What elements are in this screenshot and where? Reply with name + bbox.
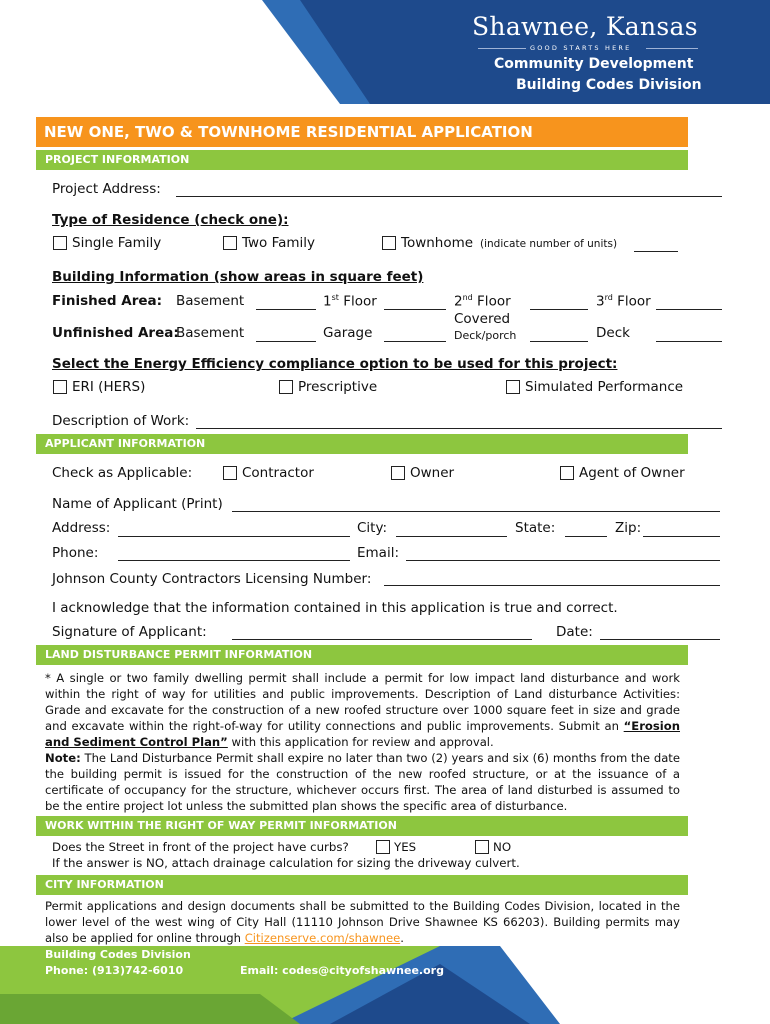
two-family-checkbox[interactable]: [223, 236, 237, 250]
phone-field[interactable]: [118, 560, 350, 561]
zip-field[interactable]: [643, 536, 720, 537]
date-label: Date:: [556, 624, 593, 640]
department-name: Community Development: [494, 56, 694, 72]
energy-efficiency-heading: Select the Energy Efficiency compliance option to be used for this project:: [52, 356, 618, 372]
curbs-yes-label: YES: [394, 840, 417, 854]
two-family-label: Two Family: [242, 235, 316, 251]
erosion-plan-label: “Erosion and Sediment Control Plan”: [45, 719, 680, 749]
footer-email[interactable]: Email: codes@cityofshawnee.org: [240, 964, 444, 977]
check-as-applicable-label: Check as Applicable:: [52, 465, 193, 481]
third-floor-label: 3rd Floor: [596, 293, 651, 310]
second-floor-field[interactable]: [530, 309, 588, 310]
tagline: GOOD STARTS HERE: [530, 44, 632, 52]
division-name: Building Codes Division: [516, 77, 702, 93]
curbs-question: Does the Street in front of the project have curbs?: [52, 840, 349, 854]
description-of-work-label: Description of Work:: [52, 413, 190, 429]
prescriptive-checkbox[interactable]: [279, 380, 293, 394]
unfinished-basement-label: Basement: [176, 325, 245, 341]
unfinished-basement-field[interactable]: [256, 341, 316, 342]
city-information-text: Permit applications and design documents shall be submitted to the Building Codes Division, located in the lower level of the west wing of City Hall (11110 Johnson Drive Shawnee KS 66203). Building permits may also be applied for online through Citizenserve.com/shawnee.: [45, 899, 680, 945]
date-field[interactable]: [600, 639, 720, 640]
city-logo-text: Shawnee, Kansas: [472, 12, 698, 41]
project-address-field[interactable]: [176, 196, 722, 197]
owner-label: Owner: [410, 465, 455, 481]
curbs-no-checkbox[interactable]: [475, 840, 489, 854]
citizenserve-link[interactable]: Citizenserve.com/shawnee: [244, 931, 401, 945]
prescriptive-label: Prescriptive: [298, 379, 378, 395]
second-floor-label: 2nd Floor: [454, 293, 511, 310]
townhome-label: Townhome: [401, 235, 474, 251]
deck-porch-label: Deck/porch: [454, 329, 517, 342]
townhome-note: (indicate number of units): [480, 238, 618, 250]
building-information-heading: Building Information (show areas in square feet): [52, 269, 424, 285]
contractor-checkbox[interactable]: [223, 466, 237, 480]
first-floor-field[interactable]: [384, 309, 446, 310]
state-field[interactable]: [565, 536, 607, 537]
eri-hers-checkbox[interactable]: [53, 380, 67, 394]
agent-of-owner-checkbox[interactable]: [560, 466, 574, 480]
simulated-performance-checkbox[interactable]: [506, 380, 520, 394]
simulated-performance-label: Simulated Performance: [525, 379, 684, 395]
single-family-label: Single Family: [72, 235, 162, 251]
acknowledgement-text: I acknowledge that the information contained in this application is true and correct.: [52, 600, 618, 616]
email-field[interactable]: [406, 560, 720, 561]
city-field[interactable]: [396, 536, 507, 537]
townhome-checkbox[interactable]: [382, 236, 396, 250]
garage-field[interactable]: [384, 341, 446, 342]
contractor-license-label: Johnson County Contractors Licensing Number:: [52, 571, 372, 587]
contractor-license-field[interactable]: [384, 585, 720, 586]
single-family-checkbox[interactable]: [53, 236, 67, 250]
project-address-label: Project Address:: [52, 181, 161, 197]
first-floor-label: 1st Floor: [323, 293, 377, 310]
agent-of-owner-label: Agent of Owner: [579, 465, 685, 481]
land-disturbance-text: * A single or two family dwelling permit shall include a permit for low impact land disturbance and work within the right of way for utilities and public improvements. Description of Land disturbance Activities: Grade and excavate for the construction of a new roofed structure over 1000 square feet in size and grade and excavate within the right-of-way for utility connections and public improvements. Submit an “Erosion and Sediment Control Plan” with this application for review and approval. Note: The Land Disturbance Permit shall expire no later than two (2) years and six (6) months from the date the building permit is issued for the construction of the new roofed structure, or at the issuance of a certificate of occupancy for the structure, whichever occurs first. The area of land disturbed is assumed to be the entire project lot unless the submitted plan shows the specific area of disturbance.: [45, 671, 680, 813]
email-label: Email:: [357, 545, 400, 561]
section-right-of-way: WORK WITHIN THE RIGHT OF WAY PERMIT INFORMATION: [36, 816, 688, 836]
footer-phone: Phone: (913)742-6010: [45, 964, 184, 977]
curbs-yes-checkbox[interactable]: [376, 840, 390, 854]
tagline-rule-right: [646, 48, 698, 49]
section-land-disturbance: LAND DISTURBANCE PERMIT INFORMATION: [36, 645, 688, 665]
culvert-note: If the answer is NO, attach drainage calculation for sizing the driveway culvert.: [52, 856, 520, 870]
city-label: City:: [357, 520, 388, 536]
signature-field[interactable]: [232, 639, 532, 640]
garage-label: Garage: [323, 325, 373, 341]
signature-label: Signature of Applicant:: [52, 624, 207, 640]
owner-checkbox[interactable]: [391, 466, 405, 480]
townhome-units-field[interactable]: [634, 251, 678, 252]
section-project-information: PROJECT INFORMATION: [36, 150, 688, 170]
address-field[interactable]: [118, 536, 350, 537]
tagline-rule-left: [478, 48, 526, 49]
unfinished-area-label: Unfinished Area:: [52, 325, 179, 341]
address-label: Address:: [52, 520, 111, 536]
deck-label: Deck: [596, 325, 630, 341]
section-applicant-information: APPLICANT INFORMATION: [36, 434, 688, 454]
footer-division: Building Codes Division: [45, 948, 191, 961]
form-title: NEW ONE, TWO & TOWNHOME RESIDENTIAL APPLICATION: [36, 117, 688, 147]
finished-basement-field[interactable]: [256, 309, 316, 310]
description-of-work-field[interactable]: [196, 428, 722, 429]
deck-field[interactable]: [656, 341, 722, 342]
eri-hers-label: ERI (HERS): [72, 379, 146, 395]
third-floor-field[interactable]: [656, 309, 722, 310]
finished-basement-label: Basement: [176, 293, 245, 309]
zip-label: Zip:: [615, 520, 642, 536]
curbs-no-label: NO: [493, 840, 512, 854]
type-of-residence-heading: Type of Residence (check one):: [52, 212, 289, 228]
covered-deck-porch-field[interactable]: [530, 341, 588, 342]
state-label: State:: [515, 520, 556, 536]
applicant-name-field[interactable]: [232, 511, 720, 512]
section-city-information: CITY INFORMATION: [36, 875, 688, 895]
covered-label: Covered: [454, 311, 511, 327]
contractor-label: Contractor: [242, 465, 314, 481]
finished-area-label: Finished Area:: [52, 293, 163, 309]
phone-label: Phone:: [52, 545, 99, 561]
applicant-name-label: Name of Applicant (Print): [52, 496, 223, 512]
